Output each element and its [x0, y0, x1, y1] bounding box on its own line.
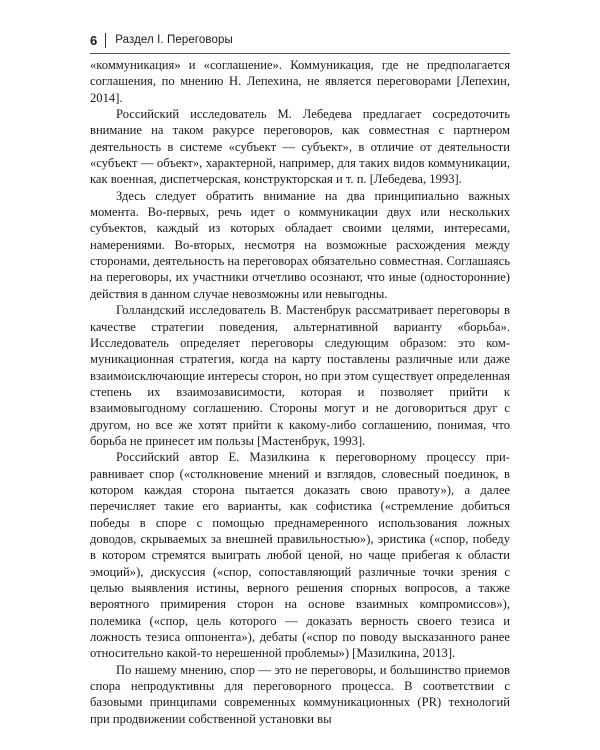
- paragraph: Здесь следует обратить внимание на два принципиально важных момента. Во-первых, речь идет о коммуникации двух или нескольких субъектов, каждый из которых обладает своими целями, интересами, намерениями. Во-вторых, несмотря на возможные расхождения между сторонами, деятельность на переговорах обязательно совместная. Соглашаясь на переговоры, их участники отчетливо осознают, что иные (односторонние) действия в данном случае невозможны или невыгодны.: [90, 188, 510, 301]
- header-separator: [105, 33, 106, 48]
- paragraph: «коммуникация» и «соглашение». Коммуникация, где не предполагается соглашения, по мнению Н. Лепехина, не является переговорами [Лепехин, 2014].: [90, 58, 510, 105]
- paragraph: По нашему мнению, спор — это не переговоры, и большинство приемов спора непродуктивны для переговорного процесса. В соответствии с базовыми принципами современных коммуникационных (PR) технологий при продвижении собственной установки вы: [90, 662, 510, 726]
- paragraph: Российский исследователь М. Лебедева предлагает сосредоточить внимание на таком ракурсе переговоров, как совместная с партнером деятельность в системе «субъект — субъект», в отличие от деятельности «субъект — объект», характерной, например, для таких видов коммуникации, как военная, диспетчерская, конструкторская и т. п. [Лебедева, 1993].: [90, 107, 510, 187]
- body-text: [90, 57, 510, 727]
- paragraph: Российский автор Е. Мазилкина к переговорному процессу приравнивает спор («столкновение мнений и взглядов, словесный поединок, в котором каждая сторона пытается доказать свою правоту»), а далее перечисляет такие его варианты, как софистика («стремление добиться победы в споре с помощью преднамеренного использования ложных доводов, скрываемых за внешней правильностью»), эристика («спор, победу в котором стремятся выиграть любой ценой, но чаще прибегая к области эмоций»), дискуссия («спор, сопоставляющий различные точки зрения с целью выявления истины, верного решения спорных вопросов, а также вероятного примирения сторон на основе взаимных компромиссов»), полемика («спор, цель которого — доказать верность своего тезиса и ложность тезиса оппонента»), дебаты («спор по поводу высказанного ранее относительно какой-то нерешенной проблемы») [Мазилкина, 2013].: [90, 450, 510, 661]
- running-header: [90, 30, 233, 50]
- page-number: 6: [90, 32, 98, 48]
- header-rule: [90, 53, 510, 54]
- paragraph: Голландский исследователь В. Мастенбрук рассматривает переговоры в качестве стратегии поведения, альтернативной варианту «борьба». Исследователь определяет переговоры следующим образом: это коммуникационная стратегия, когда на карту поставлены различные или даже взаимоисключающие интересы сторон, но при этом существует определенная степень их взаимозависимости, которая и позволяет прийти к взаимовыгодному соглашению. Стороны могут и не договориться друг с другом, но все же хотят прийти к какому-либо соглашению, понимая, что борьба не принесет им пользы [Мастенбрук, 1993].: [90, 303, 510, 448]
- section-title: Раздел I. Переговоры: [115, 34, 233, 46]
